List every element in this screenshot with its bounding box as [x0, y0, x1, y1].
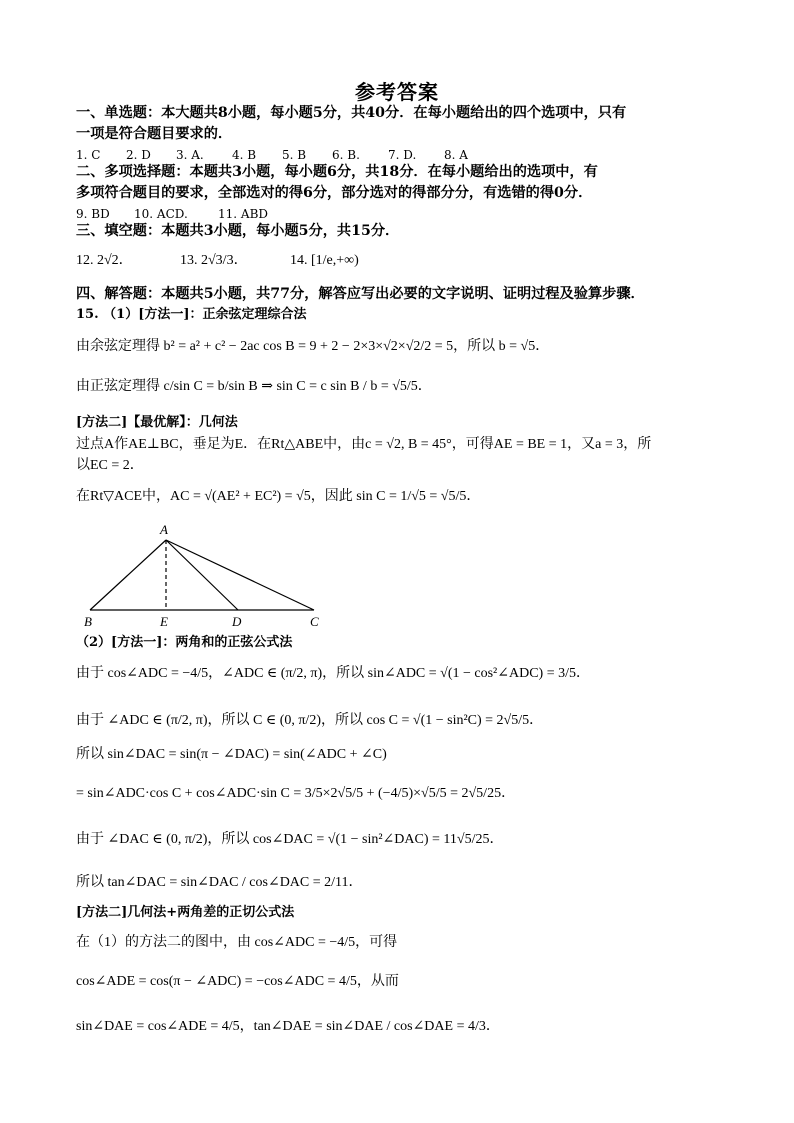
section4-heading: 四、解答题：本题共5小题，共77分，解答应写出必要的文字说明、证明过程及验算步骤． — [76, 286, 645, 302]
answer-10: 10. ACD. — [134, 207, 188, 221]
method2b-line3: sin∠DAE = cos∠ADE = 4/5，tan∠DAE = sin∠DAE / cos∠DAE = 4/3． — [76, 1019, 500, 1034]
method2-line3: 在Rt▽ACE中，AC = √(AE² + EC²) = √5，因此 sin C = 1/√5 = √5/5． — [76, 489, 481, 504]
section1-heading: 一、单选题：本大题共8小题，每小题5分，共40分．在每小题给出的四个选项中，只有 — [76, 105, 627, 121]
answer-4: 4. B — [232, 148, 257, 162]
q15-part1-label: 15. （1）[方法一]：正余弦定理综合法 — [76, 307, 307, 322]
section3-answers — [76, 252, 359, 270]
answer-7: 7. D. — [388, 148, 417, 162]
answer-1: 1. C — [76, 148, 101, 162]
answer-8: 8. A — [444, 148, 468, 162]
answer-3: 3. A. — [176, 148, 204, 162]
section2-heading: 二、多项选择题：本题共3小题，每小题6分，共18分．在每小题给出的选项中，有 — [76, 164, 598, 180]
method2b-line1: 在（1）的方法二的图中，由 cos∠ADC = −4/5，可得 — [76, 935, 398, 950]
section1-heading-cont: 一项是符合题目要求的． — [76, 126, 233, 142]
label-d: D — [232, 614, 242, 629]
label-b: B — [84, 614, 92, 629]
answer-5: 5. B — [282, 148, 307, 162]
method2-line1: 过点A作AE⊥BC，垂足为E．在Rt△ABE中，由c = √2, B = 45°，可得AE = BE = 1，又a = 3，所 — [76, 437, 652, 452]
part2-line4: = sin∠ADC·cos C + cos∠ADC·sin C = 3/5×2√5/5 + (−4/5)×√5/5 = 2√5/25． — [76, 786, 516, 801]
answer-14: 14. [1/e,+∞) — [290, 253, 359, 268]
answer-6: 6. B. — [332, 148, 360, 162]
part2-line1: 由于 cos∠ADC = −4/5，∠ADC ∈ (π/2, π)，所以 sin∠ADC = √(1 − cos²∠ADC) = 3/5． — [76, 666, 590, 681]
label-a: A — [160, 522, 168, 537]
method2b-label: [方法二]几何法+两角差的正切公式法 — [76, 905, 295, 920]
answer-2: 2. D — [126, 148, 151, 162]
equation-law-of-cosines: 由余弦定理得 b² = a² + c² − 2ac cos B = 9 + 2 − 2×3×√2×√2/2 = 5，所以 b = √5． — [76, 339, 550, 354]
q15-part2-label: （2）[方法一]：两角和的正弦公式法 — [76, 635, 293, 650]
label-c: C — [310, 614, 319, 629]
segment-ac — [166, 540, 314, 610]
section3-heading: 三、填空题：本题共3小题，每小题5分，共15分． — [76, 223, 400, 239]
triangle-diagram — [76, 520, 336, 630]
method2-line2: 以EC = 2． — [76, 458, 144, 473]
part2-line2: 由于 ∠ADC ∈ (π/2, π)，所以 C ∈ (0, π/2)，所以 cos C = √(1 − sin²C) = 2√5/5． — [76, 713, 544, 728]
page-title: 参考答案 — [355, 80, 439, 104]
label-e: E — [160, 614, 168, 629]
part2-line6: 所以 tan∠DAC = sin∠DAC / cos∠DAC = 2/11． — [76, 875, 363, 890]
section1-answers — [76, 146, 468, 164]
equation-law-of-sines: 由正弦定理得 c/sin C = b/sin B ⇒ sin C = c sin B / b = √5/5． — [76, 379, 432, 394]
section2-heading-cont: 多项符合题目的要求，全部选对的得6分，部分选对的得部分分，有选错的得0分． — [76, 185, 593, 201]
part2-line3: 所以 sin∠DAC = sin(π − ∠DAC) = sin(∠ADC + ∠C) — [76, 747, 387, 762]
part2-line5: 由于 ∠DAC ∈ (0, π/2)，所以 cos∠DAC = √(1 − sin²∠DAC) = 11√5/25． — [76, 832, 504, 847]
method2-label: [方法二]【最优解】：几何法 — [76, 415, 238, 430]
segment-ad — [166, 540, 238, 610]
answer-13: 13. 2√3/3． — [180, 253, 248, 268]
segment-ab — [90, 540, 166, 610]
answer-11: 11. ABD — [218, 207, 269, 221]
method2b-line2: cos∠ADE = cos(π − ∠ADC) = −cos∠ADC = 4/5，从而 — [76, 974, 399, 989]
answer-9: 9. BD — [76, 207, 110, 221]
answer-12: 12. 2√2． — [76, 253, 133, 268]
section2-answers — [76, 205, 268, 223]
